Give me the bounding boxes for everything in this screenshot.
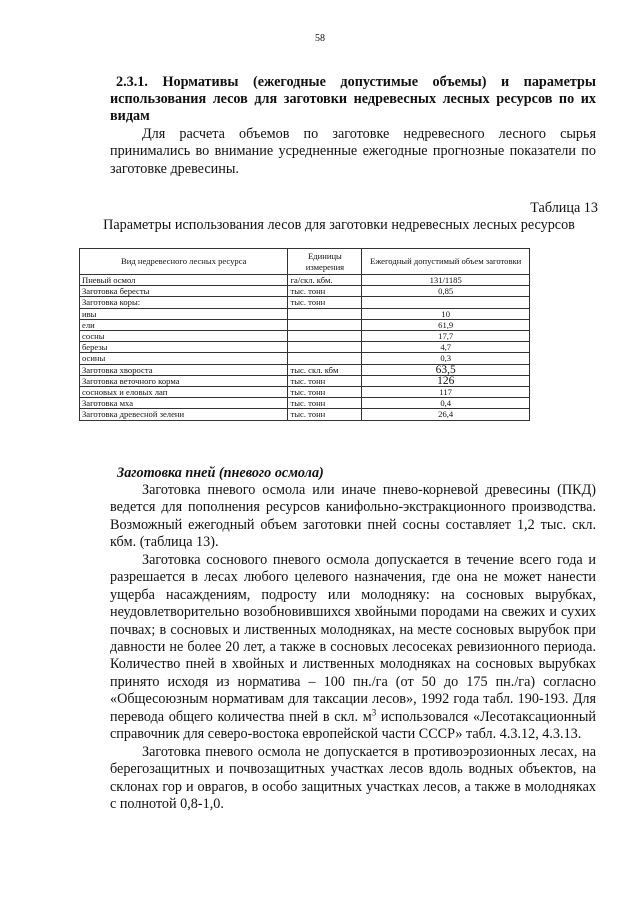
cell-value: 126 xyxy=(362,375,530,386)
cell-unit xyxy=(288,319,362,330)
cell-resource: Заготовка хвороста xyxy=(80,364,288,375)
subsection-heading: Заготовка пней (пневого осмола) xyxy=(117,465,324,481)
paragraph-stumps-intro xyxy=(110,482,596,552)
table-row xyxy=(80,308,530,319)
cell-value: 0,4 xyxy=(362,398,530,409)
cell-unit xyxy=(288,308,362,319)
cell-unit xyxy=(288,331,362,342)
header-annual-volume: Ежегодный допустимый объем заготовки xyxy=(362,249,530,275)
table-row xyxy=(80,375,530,386)
header-resource-type: Вид недревесного лесных ресурса xyxy=(80,249,288,275)
cell-resource: Заготовка древесной зелени xyxy=(80,409,288,420)
cell-value: 63,5 xyxy=(362,364,530,375)
cell-unit: га/скл. кбм. xyxy=(288,275,362,286)
table-row xyxy=(80,319,530,330)
paragraph-stumps-rules xyxy=(110,552,596,743)
cell-unit xyxy=(288,342,362,353)
cell-value: 131/1185 xyxy=(362,275,530,286)
cell-unit: тыс. тонн xyxy=(288,375,362,386)
cell-unit: тыс. тонн xyxy=(288,297,362,308)
table-row xyxy=(80,364,530,375)
table-caption: Таблица 13 xyxy=(530,200,598,216)
header-units: Единицы измерения xyxy=(288,249,362,275)
superscript-3: 3 xyxy=(371,706,377,717)
table-row xyxy=(80,297,530,308)
cell-resource: Заготовка мха xyxy=(80,398,288,409)
table-row xyxy=(80,275,530,286)
cell-unit: тыс. скл. кбм xyxy=(288,364,362,375)
cell-resource: Заготовка бересты xyxy=(80,286,288,297)
table-header-row xyxy=(80,249,530,275)
cell-value: 61,9 xyxy=(362,319,530,330)
cell-resource: ивы xyxy=(80,308,288,319)
cell-value: 4,7 xyxy=(362,342,530,353)
table-row xyxy=(80,387,530,398)
table-title: Параметры использования лесов для заготовки недревесных лесных ресурсов xyxy=(103,217,575,233)
paragraph-text: Заготовка пневого осмола или иначе пнево-корневой древесины (ПКД) ведется для пополнения ресурсов канифольно-экстракционного производства. Возможный ежегодный объем заготовки пней сосны составляет 1,2 тыс. скл. кбм. (таблица 13). xyxy=(110,482,596,551)
cell-unit: тыс. тонн xyxy=(288,387,362,398)
cell-resource: Пневый осмол xyxy=(80,275,288,286)
cell-value: 26,4 xyxy=(362,409,530,420)
cell-resource: Заготовка веточного корма xyxy=(80,375,288,386)
paragraph-stumps-restrictions xyxy=(110,744,596,814)
table-row xyxy=(80,353,530,364)
paragraph-text-cont: использовался «Лесотаксационный справочник для северо-востока европейской части СССР» табл. 4.3.12, 4.3.13. xyxy=(110,708,596,743)
cell-unit xyxy=(288,353,362,364)
parameters-table xyxy=(79,248,530,421)
cell-unit: тыс. тонн xyxy=(288,286,362,297)
cell-resource: сосны xyxy=(80,331,288,342)
table-row xyxy=(80,331,530,342)
cell-resource: ели xyxy=(80,319,288,330)
cell-value: 0,3 xyxy=(362,353,530,364)
cell-value: 0,85 xyxy=(362,286,530,297)
table-row xyxy=(80,409,530,420)
table-row xyxy=(80,398,530,409)
page-number: 58 xyxy=(315,33,325,44)
cell-value: 10 xyxy=(362,308,530,319)
cell-value xyxy=(362,297,530,308)
section-heading xyxy=(110,74,596,125)
cell-resource: березы xyxy=(80,342,288,353)
cell-resource: осины xyxy=(80,353,288,364)
intro-text: Для расчета объемов по заготовке недревесного лесного сырья принимались во внимание усредненные ежегодные прогнозные показатели по заготовке древесины. xyxy=(110,126,596,177)
cell-resource: Заготовка коры: xyxy=(80,297,288,308)
table-row xyxy=(80,342,530,353)
paragraph-text: Заготовка соснового пневого осмола допускается в течение всего года и разрешается в лесах любого целевого назначения, где она не может нанести ущерба насаждениям, подросту или молодняку: на сосновых вырубках, неудовлетворительно возобновившихся хвойными породами на свежих и сухих почвах; в сосновых и лиственных молодняках, на месте сосновых вырубок при давности не более 20 лет, а также в сосновых лесосеках ревизионного периода. Количество пней в хвойных и лиственных молодняках на сосновых вырубках принято исходя из норматива – 100 пн./га (от 50 до 175 пн./га) согласно «Общесоюзным нормативам для таксации лесов», 1992 года табл. 190-193. Для перевода общего количества пней в скл. м xyxy=(110,552,596,725)
cell-resource: сосновых и еловых лап xyxy=(80,387,288,398)
section-heading-text: 2.3.1. Нормативы (ежегодные допустимые объемы) и параметры использования лесов для заготовки недревесных лесных ресурсов по их видам xyxy=(110,74,596,124)
table-row xyxy=(80,286,530,297)
cell-unit: тыс. тонн xyxy=(288,409,362,420)
intro-paragraph xyxy=(110,126,596,178)
cell-value: 117 xyxy=(362,387,530,398)
cell-unit: тыс. тонн xyxy=(288,398,362,409)
paragraph-text: Заготовка пневого осмола не допускается в противоэрозионных лесах, на берегозащитных и почвозащитных участках лесов вдоль водных объектов, на склонах гор и оврагов, в особо защитных участках лесов, а также в молодняках с полнотой 0,8-1,0. xyxy=(110,744,596,813)
cell-value: 17,7 xyxy=(362,331,530,342)
